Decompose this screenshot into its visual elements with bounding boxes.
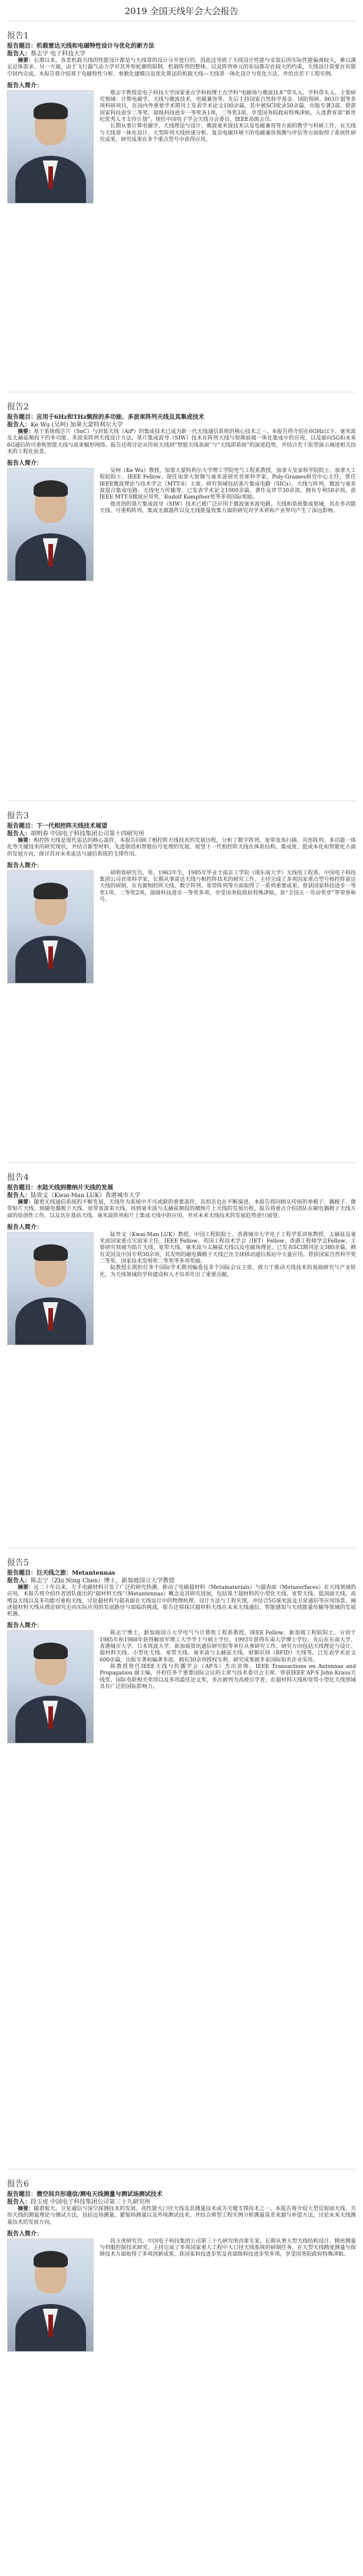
report-1 <box>7 21 356 381</box>
abstract-text: 基于系统级芯片（SoC）与封装天线（AiP）的集成技术已成为新一代无线通信系统的核心技术之一。本报告将介绍在6GHz以下、毫米波及太赫兹频段下的多功能、多波束阵列天线设计方法，基片集成波导（SIW）技术在阵列天线与射频前端一体化集成中的应用，以及面向5G和未来6G通信的可重构智能天线与波束赋形网络。报告还将讨论从传统天线到“智能天线表面”与“天线即系统”的演进趋势，并结合若干原型演示阐述相关技术的工程化前景。 <box>7 429 356 455</box>
bio-text: 段玉虎研究员，中国电子科技集团公司第三十九研究所首席专家，长期从事大型天线结构设计、精密测量与伺服控制技术研究。主持完成了多项国家重大工程中大口径天线系统的研制任务，在大型天线精度测量与保障技术方面取得了多项创新成果，获国家科技进步奖及省部级科技进步奖多项，享受国务院政府特殊津贴。 <box>100 2238 356 2258</box>
report-4 <box>7 1162 356 1537</box>
speaker-label: 报告人： <box>7 2199 31 2205</box>
speaker-line <box>7 1192 356 1199</box>
speaker-line <box>7 830 356 838</box>
speaker-name: 陆贵文（Kwai-Man LUK）香港城市大学 <box>31 1192 141 1199</box>
report-title: 微空间共形通信/测电天线测量与测试场测试技术 <box>37 2191 163 2198</box>
bio-text: 陈志宁博士，新加坡国立大学电气与计算机工程系教授，IEEE Fellow、新加坡工程院院士。分别于1985年和1988年获得解放军理工大学学士与硕士学位，1993年获得东南大学博士学位，先后在东南大学、香港城市大学、日本筑波大学、新加坡资讯通信研究院等单位从事研究工作。研究方向包括天线理论与设计、超材料天线、小型化天线、宽带天线、毫米波与太赫兹天线、射频识别（RFID）天线等。已发表学术论文600余篇，出版专著和编著多部，拥有30余项授权专利，研究成果被多家国际知名企业采用。 <box>100 1630 356 1663</box>
bio-label: 报告人简介： <box>7 2230 42 2237</box>
bio-text: 蔡志宇教授是电子科技大学国家重点学科和博士点学科“电磁场与微波技术”带头人、学科带头人。主要研究领域：计算电磁学、天线与微波技术、电磁兼容等。先后主持国家自然科学基金、国防预研、863计划等多项科研项目，在国内外重要学术期刊上发表学术论文100余篇，其中被SCI收录50余篇，出版专著3部。曾获国家科技进步二等奖、部级科技进步一等奖各1项，二等奖3项。享受国务院政府特殊津贴，入选教育部“新世纪优秀人才支持计划”。现任中国电子学会天线分会委员、IEEE高级会员。 <box>100 90 356 123</box>
report-title: 水陆天线到微纳片天线的发展 <box>37 1185 113 1191</box>
abstract-label: 摘要： <box>18 2206 34 2212</box>
abstract-text: 随着航天、卫星通信与深空探测技术的发展，高性能大口径天线及其测量技术成为关键支撑技术之一。本报告将介绍大型反射面天线、共形天线的测量理论与测试方法，包括近场测量、紧缩场测量以及外场测试技术，并结合典型工程实例分析测量误差来源与补偿方法，讨论未来天线测量技术的发展方向。 <box>7 2206 356 2226</box>
speaker-name: Ke Wu (吴柯) 加拿大蒙特利尔大学 <box>31 422 123 428</box>
abstract <box>7 58 356 78</box>
page-title: 2019 全国天线年会大会报告 <box>124 6 239 17</box>
report-heading: 报告2 <box>7 402 29 412</box>
speaker-line <box>7 50 356 58</box>
speaker-name: 胡明春 中国电子科技集团公司第十四研究所 <box>31 831 145 837</box>
report-heading: 报告3 <box>7 811 29 821</box>
report-heading: 报告1 <box>7 31 29 41</box>
report-title-line <box>7 822 356 830</box>
bio-text: 吴柯（Ke Wu）教授，加拿大蒙特利尔大学理工学院电气工程系教授，加拿大皇家科学院院士、加拿大工程院院士、IEEE Fellow。现任加拿大射频与毫米波研究首席科学家，Poly-Grames研究中心主任，曾任IEEE微波理论与技术学会（MTT-S）主席。研究领域包括基片集成电路（SICs）、天线与阵列、微波与毫米波混合集成电路、无线电力传输等。已发表学术论文1000余篇，著作及章节30余部，拥有专利50余项，获IEEE MTT-S微波应用奖、Rudolf Kompfner奖等多项国际奖励。 <box>100 468 356 501</box>
speaker-photo <box>7 1232 94 1345</box>
bio-more: 他首创的基片集成波导（SIW）技术已被广泛应用于微波毫米波电路、天线和系统集成领域，其在多功能天线、可重构阵列、集成无源器件以及无线能量收集方面的研究对学术界和产业界均产生了深远影响。 <box>100 501 356 514</box>
speaker-bio <box>7 1232 356 1345</box>
title-label: 报告题目： <box>7 414 37 421</box>
speaker-photo <box>7 468 94 581</box>
report-title: 下一代相控阵天线技术展望 <box>37 823 107 830</box>
title-label: 报告题目： <box>7 1570 37 1577</box>
speaker-line <box>7 2198 356 2206</box>
abstract <box>7 1199 356 1220</box>
title-label: 报告题目： <box>7 823 37 830</box>
report-page <box>7 0 356 2485</box>
title-label: 报告题目： <box>7 1185 37 1191</box>
bio-text: 胡明春研究员，男，1963年生，1985年毕业于南京工学院（现东南大学）无线电工程系，中国电子科技集团公司首席科学家，长期从事雷达天线与相控阵技术的研究工作。主持完成了多项国家重点型号相控阵雷达天线的研制，在有源相控阵天线、数字阵列、宽带阵列等方面取得了一系列重要成果。曾获国家科技进步一等奖1项、二等奖2项，部级科技进步一等奖多项，享受国务院政府特殊津贴，获“全国五一劳动奖章”等荣誉称号。 <box>100 870 356 903</box>
report-heading: 报告5 <box>7 1558 29 1568</box>
report-3 <box>7 801 356 1152</box>
abstract-label: 摘要： <box>18 838 34 844</box>
speaker-line <box>7 1577 356 1585</box>
bio-more: 长期从事计算电磁学、天线理论与设计、微波毫米波技术以及电磁兼容等方面的教学与科研工作，在天线与天线罩一体化设计、大型阵列天线快速分析、复杂电磁环境下的电磁兼容预测与评估等方面取得了系统性研究成果，研究成果在多个重点型号中获得应用。 <box>100 123 356 143</box>
report-title-line <box>7 2191 356 2198</box>
abstract <box>7 2206 356 2226</box>
report-title-line <box>7 1184 356 1192</box>
report-title-line <box>7 414 356 421</box>
bio-label: 报告人简介： <box>7 82 42 89</box>
speaker-name: 陈志宁（Zhi Ning Chen）博士，新加坡国立大学教授 <box>31 1578 175 1584</box>
bio-more: 陆教授长期担任多个国际学术期刊编委及多个国际会议主席，致力于推动天线技术的基础研究与产业转化，为天线领域的学科建设和人才培养作出了重要贡献。 <box>100 1265 356 1278</box>
speaker-label: 报告人： <box>7 422 31 428</box>
abstract-label: 摘要： <box>18 1199 34 1205</box>
speaker-bio <box>7 2239 356 2352</box>
report-2 <box>7 392 356 790</box>
report-title: 巨天线之旅：Metantennas <box>37 1570 116 1577</box>
abstract-label: 摘要： <box>18 429 34 435</box>
speaker-label: 报告人： <box>7 831 31 837</box>
speaker-label: 报告人： <box>7 1192 31 1199</box>
speaker-bio <box>7 1630 356 1743</box>
speaker-name: 段玉虎 中国电子科技集团公司第三十九研究所 <box>31 2199 151 2205</box>
speaker-line <box>7 421 356 429</box>
abstract <box>7 1585 356 1618</box>
speaker-bio <box>7 90 356 204</box>
report-title-line <box>7 42 356 50</box>
report-heading: 报告4 <box>7 1173 29 1182</box>
bio-label: 报告人简介： <box>7 460 42 467</box>
speaker-label: 报告人： <box>7 51 31 57</box>
abstract-text: 随着无线通信系统的不断发展，天线作为系统中不可或缺的重要部件，其形态也在不断演进。本报告将回顾从传统的单极子、偶极子、微带贴片天线，到磁电偶极子天线、宽带宽波束天线，再到毫米波与太赫兹频段的微纳片上天线的发展历程。报告将重点介绍团队在磁电偶极子天线方面的原创性工作，以及其在基站天线、毫米波阵列和片上集成天线中的应用，并对未来天线技术的发展趋势进行展望。 <box>7 1199 356 1219</box>
bio-text: 陆贵文（Kwai-Man LUK）教授，中国工程院院士、香港城市大学电子工程学系讲座教授、太赫兹及毫米波国家重点实验室主任，IEEE Fellow、英国工程技术学会（IET）Fellow、香港工程师学会Fellow。主要研究领域为贴片天线、宽带天线、毫米波与太赫兹天线以及电磁场理论。已发表SCI期刊论文380余篇，拥有美国及中国专利30余项，其发明的磁电偶极子天线已在全球移动通信基站中大量应用。曾获国家自然科学奖二等奖、国家技术发明奖二等奖等多项奖励。 <box>100 1231 356 1265</box>
report-6 <box>7 2169 356 2485</box>
report-5 <box>7 1548 356 2158</box>
speaker-photo <box>7 870 94 984</box>
speaker-bio <box>7 468 356 581</box>
abstract-text: 相控阵天线是现代雷达的核心部件。本报告回顾了相控阵天线技术的发展历程，分析了数字阵列、宽带宽角扫描、共形阵列、多功能一体化等关键技术的研究现状，并结合新型材料、先进制造和智能信号处理的发展，展望下一代相控阵天线在体系结构、集成度、低成本化和智能化方面的发展方向，探讨其对未来雷达与通信系统的支撑作用。 <box>7 838 356 857</box>
bio-label: 报告人简介： <box>7 1224 42 1231</box>
abstract <box>7 838 356 858</box>
bio-more: 陈教授曾任IEEE天线与传播学会（AP-S）杰出讲师、IEEE Transactions on Antennas and Propagation 副主编，并担任多个重要国际会议的主席与技术委员会主席。曾获IEEE AP-S John Kraus天线奖、国际电联相关奖项以及多项最佳论文奖，多次被列为高被引学者，在超材料天线和宽带小型化天线领域具有广泛的国际影响力。 <box>100 1663 356 1690</box>
abstract-text: 长期以来，各类机载天线的性能设计都是与天线罩的设计分开进行的。因此这导致了天线设计性能与安装后的实际性能偏离较大，难以满足总体需求。另一方面，由于飞行器气动力学对其外形轮廓的限制，机载阵列的整体、以及阵列单元的布局都存在较大的约束，天线设计需要在有限空间内完成。本报告将介绍基于电磁特性分析、参数化建模以及优化算法的机载天线—天线罩一体化设计与优化方法，并给出若干工程实例。 <box>7 58 356 77</box>
abstract-text: 近二十年以来，左手电磁材料引发了广泛的研究热潮，推动了电磁超材料（Metamaterials）与超表面（Metasurfaces）在天线领域的应用。本报告将介绍作者团队提出的“超材料天线”（Metantennas）概念及其研究进展，包括基于超材料的小型化天线、宽带天线、低剖面天线、高增益天线以及多功能可重构天线，讨论超材料与超表面在天线设计中的物理机理、设计方法与工程实现，并结合5G毫米波及卫星通信等应用场景，阐述超材料天线从理论研究走向实际应用的发展路径与面临的挑战。报告还将探讨超材料天线在未来无线通信、智能感知与无线能量传输等领域的发展机遇。 <box>7 1585 356 1618</box>
report-title: 应用于6Hz和THz频段的多功能、多波束阵列天线及其集成技术 <box>37 414 204 421</box>
report-heading: 报告6 <box>7 2180 29 2189</box>
bio-label: 报告人简介： <box>7 862 42 869</box>
abstract <box>7 429 356 455</box>
bio-label: 报告人简介： <box>7 1623 42 1630</box>
speaker-bio <box>7 870 356 984</box>
abstract-label: 摘要： <box>18 58 34 64</box>
speaker-photo <box>7 2239 94 2352</box>
speaker-label: 报告人： <box>7 1578 31 1584</box>
speaker-photo <box>7 1630 94 1743</box>
report-title: 机载雷达天线和电磁特性设计与优化的新方法 <box>37 43 154 50</box>
title-label: 报告题目： <box>7 2191 37 2198</box>
speaker-photo <box>7 90 94 204</box>
abstract-label: 摘要： <box>18 1585 34 1591</box>
speaker-name: 蔡志宇 电子科技大学 <box>31 51 86 57</box>
title-label: 报告题目： <box>7 43 37 50</box>
report-title-line <box>7 1569 356 1577</box>
